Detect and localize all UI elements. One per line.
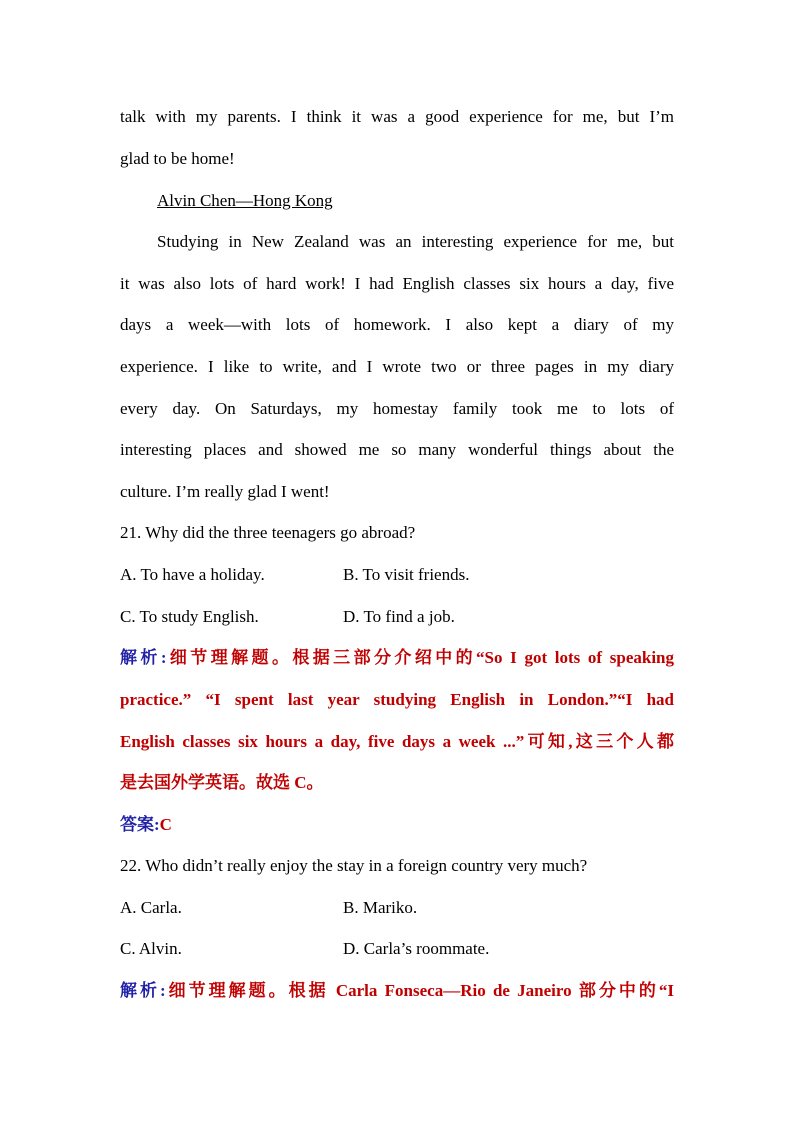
analysis-text: practice.” “I spent last year studying English in London.”“I had xyxy=(120,690,674,709)
passage-line: culture. I’m really glad I went! xyxy=(120,482,330,501)
q22-option-c: C. Alvin. xyxy=(120,939,182,958)
passage-line: experience. I like to write, and I wrote two or three pages in my diary xyxy=(120,357,674,376)
analysis-label: 解析: xyxy=(120,648,167,667)
question-21: 21. Why did the three teenagers go abroad? xyxy=(120,523,416,542)
q21-option-a: A. To have a holiday. xyxy=(120,565,265,584)
passage-line: interesting places and showed me so many wonderful things about the xyxy=(120,440,674,459)
answer-label: 答案: xyxy=(120,815,160,834)
analysis-label: 解析: xyxy=(120,981,166,1000)
section-heading: Alvin Chen—Hong Kong xyxy=(157,191,333,210)
q21-option-d: D. To find a job. xyxy=(343,607,455,626)
q21-option-c: C. To study English. xyxy=(120,607,259,626)
passage-line: talk with my parents. I think it was a good experience for me, but I’m xyxy=(120,107,674,126)
question-22: 22. Who didn’t really enjoy the stay in a foreign country very much? xyxy=(120,856,588,875)
q22-option-d: D. Carla’s roommate. xyxy=(343,939,490,958)
q21-analysis xyxy=(120,647,674,669)
passage-line: every day. On Saturdays, my homestay family took me to lots of xyxy=(120,399,674,418)
q22-analysis xyxy=(120,980,674,1002)
q22-option-a: A. Carla. xyxy=(120,898,182,917)
q21-option-b: B. To visit friends. xyxy=(343,565,470,584)
analysis-text: English classes six hours a day, five days a week ...”可知,这三个人都 xyxy=(120,732,674,751)
analysis-text: 细节理解题。根据三部分介绍中的“So I got lots of speaking xyxy=(166,648,674,667)
answer-value: C xyxy=(159,815,172,834)
passage-line: glad to be home! xyxy=(120,149,235,168)
q22-option-b: B. Mariko. xyxy=(343,898,418,917)
analysis-text: 细节理解题。根据 Carla Fonseca—Rio de Janeiro 部分中的“I xyxy=(165,981,674,1000)
passage-line: Studying in New Zealand was an interesting experience for me, but xyxy=(157,232,674,251)
passage-line: it was also lots of hard work! I had English classes six hours a day, five xyxy=(120,274,674,293)
q21-answer xyxy=(120,814,674,836)
analysis-text: 是去国外学英语。故选 C。 xyxy=(120,773,324,792)
passage-line: days a week—with lots of homework. I also kept a diary of my xyxy=(120,315,674,334)
